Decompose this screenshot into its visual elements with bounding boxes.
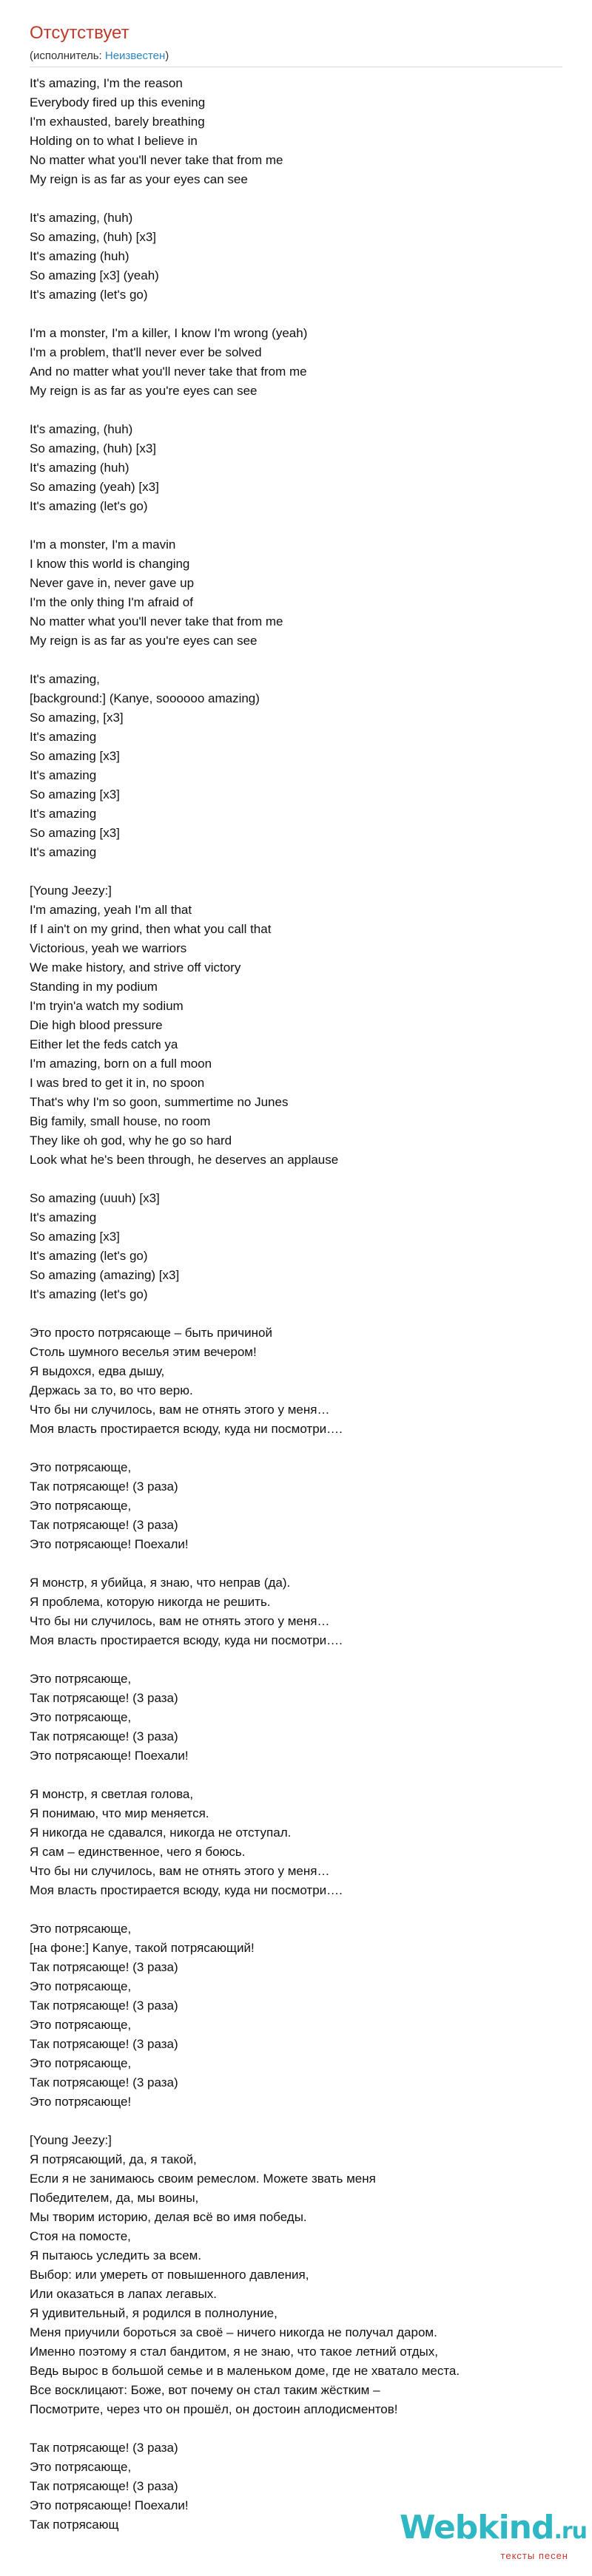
lyrics-line: It's amazing	[30, 768, 97, 782]
lyrics-line: Это потрясающе! Поехали!	[30, 1537, 189, 1551]
lyrics-line: Look what he's been through, he deserves an applause	[30, 1153, 339, 1167]
lyrics-line: Это потрясающе,	[30, 2018, 132, 2032]
lyrics-line: So amazing (uuuh) [x3]	[30, 1191, 160, 1205]
lyrics-line: They like oh god, why he go so hard	[30, 1133, 232, 1148]
lyrics-line: It's amazing, I'm the reason	[30, 76, 183, 90]
watermark-tld: .ru	[554, 2518, 588, 2544]
lyrics-line: So amazing (yeah) [x3]	[30, 480, 159, 494]
lyrics-line: Стоя на помосте,	[30, 2229, 131, 2243]
lyrics-line: Именно поэтому я стал бандитом, я не знаю, что такое летний отдых,	[30, 2345, 438, 2359]
lyrics-line: Я пытаюсь уследить за всем.	[30, 2248, 202, 2263]
lyrics-line: It's amazing (huh)	[30, 461, 130, 475]
lyrics-line: Я никогда не сдавался, никогда не отступал.	[30, 1826, 292, 1840]
lyrics-line: Так потрясающе! (3 раза)	[30, 2037, 178, 2051]
lyrics-line: Моя власть простирается всюду, куда ни посмотри….	[30, 1422, 343, 1436]
lyrics-line: [Young Jeezy:]	[30, 884, 112, 898]
lyrics-line: Never gave in, never gave up	[30, 576, 195, 590]
lyrics-line: Мы творим историю, делая всё во имя победы.	[30, 2210, 307, 2224]
lyrics-line: If I ain't on my grind, then what you call that	[30, 922, 272, 936]
lyrics-line: Меня приучили бороться за своё – ничего никогда не получал даром.	[30, 2325, 437, 2339]
lyrics-line: Holding on to what I believe in	[30, 134, 198, 148]
lyrics-line: I'm a monster, I'm a mavin	[30, 538, 176, 552]
lyrics-line: It's amazing	[30, 730, 97, 744]
lyrics-line: Я удивительный, я родился в полнолуние,	[30, 2306, 278, 2320]
lyrics-line: Выбор: или умереть от повышенного давления,	[30, 2268, 309, 2282]
lyrics-line: Die high blood pressure	[30, 1018, 163, 1032]
lyrics-line: Я потрясающий, да, я такой,	[30, 2152, 197, 2166]
lyrics-line: So amazing [x3]	[30, 1230, 120, 1244]
lyrics-blank-line	[30, 2419, 577, 2438]
lyrics-line: I'm exhausted, barely breathing	[30, 115, 205, 129]
lyrics-line: Так потрясающе! (3 раза)	[30, 1691, 178, 1705]
lyrics-line: [на фоне:] Kanye, такой потрясающий!	[30, 1941, 255, 1955]
lyrics-blank-line	[30, 1900, 577, 1919]
lyrics-line: It's amazing,	[30, 672, 100, 686]
lyrics-line: Это потрясающе,	[30, 1979, 132, 1993]
lyrics-line: Победителем, да, мы воины,	[30, 2191, 199, 2205]
lyrics-line: It's amazing	[30, 807, 97, 821]
lyrics-line: I'm the only thing I'm afraid of	[30, 595, 193, 609]
lyrics-line: Это потрясающе,	[30, 1672, 132, 1686]
lyrics-line: Это потрясающе,	[30, 2460, 132, 2474]
lyrics-line: No matter what you'll never take that from me	[30, 153, 283, 167]
lyrics-line: Это потрясающе,	[30, 2056, 132, 2070]
artist-line	[30, 49, 169, 64]
lyrics-blank-line	[30, 401, 577, 420]
lyrics-line: I'm a problem, that'll never ever be solved	[30, 345, 262, 359]
lyrics-line: Моя власть простирается всюду, куда ни посмотри….	[30, 1633, 343, 1647]
lyrics-line: Так потрясающе! (3 раза)	[30, 1518, 178, 1532]
lyrics-blank-line	[30, 651, 577, 670]
lyrics-line: Standing in my podium	[30, 980, 158, 994]
webkind-watermark[interactable]	[400, 2509, 588, 2561]
lyrics-line: My reign is as far as your eyes can see	[30, 172, 248, 186]
lyrics-line: I'm tryin'a watch my sodium	[30, 999, 184, 1013]
lyrics-blank-line	[30, 1766, 577, 1785]
lyrics-line: Это просто потрясающе – быть причиной	[30, 1326, 272, 1340]
lyrics-line: Я монстр, я убийца, я знаю, что неправ (да).	[30, 1576, 291, 1590]
lyrics-line: Что бы ни случилось, вам не отнять этого у меня…	[30, 1864, 330, 1878]
lyrics-line: Это потрясающе,	[30, 1460, 132, 1474]
lyrics-line: It's amazing (let's go)	[30, 288, 148, 302]
lyrics-line: My reign is as far as you're eyes can see	[30, 634, 258, 648]
lyrics-line: Это потрясающе,	[30, 1710, 132, 1724]
lyrics-line: Что бы ни случилось, вам не отнять этого у меня…	[30, 1403, 330, 1417]
lyrics-blank-line	[30, 1650, 577, 1670]
lyrics-line: So amazing, (huh) [x3]	[30, 230, 157, 244]
artist-suffix: )	[165, 50, 169, 62]
lyrics-line: So amazing, (huh) [x3]	[30, 441, 157, 455]
lyrics-line: No matter what you'll never take that from me	[30, 614, 283, 628]
lyrics-line: [background:] (Kanye, soooooo amazing)	[30, 691, 260, 705]
lyrics-line: We make history, and strive off victory	[30, 960, 241, 975]
lyrics-line: And no matter what you'll never take that from me	[30, 365, 307, 379]
lyrics-line: Victorious, yeah we warriors	[30, 941, 187, 955]
lyrics-line: Так потрясающе! (3 раза)	[30, 1999, 178, 2013]
lyrics-line: It's amazing	[30, 1210, 97, 1224]
artist-link[interactable]: Неизвестен	[104, 50, 166, 62]
lyrics-line: Ведь вырос в большой семье и в маленьком доме, где не хватало места.	[30, 2364, 460, 2378]
watermark-brand: Webkind	[400, 2509, 554, 2546]
lyrics-line: It's amazing (let's go)	[30, 1249, 148, 1263]
lyrics-line: Держась за то, во что верю.	[30, 1383, 193, 1397]
lyrics-line: Так потрясающе! (3 раза)	[30, 2479, 178, 2493]
lyrics-line: Это потрясающе!	[30, 2095, 132, 2109]
lyrics-blank-line	[30, 862, 577, 881]
lyrics-line: Это потрясающе,	[30, 1499, 132, 1513]
lyrics-line: It's amazing	[30, 845, 97, 859]
lyrics-blank-line	[30, 516, 577, 535]
lyrics-line: It's amazing, (huh)	[30, 422, 133, 436]
artist-prefix: (исполнитель:	[30, 50, 105, 62]
lyrics-body	[30, 74, 577, 2535]
lyrics-line: Все восклицают: Боже, вот почему он стал таким жёстким –	[30, 2383, 380, 2397]
lyrics-line: Everybody fired up this evening	[30, 95, 206, 109]
watermark-tagline: тексты песен	[500, 2550, 568, 2561]
lyrics-line: So amazing [x3]	[30, 826, 120, 840]
lyrics-line: It's amazing (huh)	[30, 249, 130, 263]
lyrics-line: I know this world is changing	[30, 557, 190, 571]
lyrics-line: Так потрясающе! (3 раза)	[30, 1729, 178, 1743]
lyrics-line: I'm a monster, I'm a killer, I know I'm wrong (yeah)	[30, 326, 308, 340]
lyrics-line: It's amazing (let's go)	[30, 499, 148, 513]
lyrics-line: It's amazing (let's go)	[30, 1287, 148, 1301]
lyrics-line: Я монстр, я светлая голова,	[30, 1787, 194, 1801]
lyrics-line: Моя власть простирается всюду, куда ни посмотри….	[30, 1883, 343, 1897]
lyrics-blank-line	[30, 1554, 577, 1573]
lyrics-blank-line	[30, 189, 577, 209]
lyrics-line: Если я не занимаюсь своим ремеслом. Можете звать меня	[30, 2172, 376, 2186]
lyrics-line: So amazing [x3]	[30, 787, 120, 801]
lyrics-line: Either let the feds catch ya	[30, 1037, 178, 1051]
song-title: Отсутствует	[30, 23, 130, 43]
lyrics-line: Это потрясающе! Поехали!	[30, 1749, 189, 1763]
lyrics-line: My reign is as far as you're eyes can see	[30, 384, 258, 398]
lyrics-blank-line	[30, 1170, 577, 1189]
lyrics-line: Я понимаю, что мир меняется.	[30, 1806, 209, 1820]
lyrics-line: Посмотрите, через что он прошёл, он достоин аплодисментов!	[30, 2402, 398, 2416]
lyrics-blank-line	[30, 1439, 577, 1458]
lyrics-line: Столь шумного веселья этим вечером!	[30, 1345, 257, 1359]
lyrics-line: So amazing [x3]	[30, 749, 120, 763]
lyrics-line: So amazing, [x3]	[30, 711, 124, 725]
lyrics-line: Так потрясающе! (3 раза)	[30, 1479, 178, 1494]
lyrics-blank-line	[30, 1304, 577, 1323]
lyrics-line: Big family, small house, no room	[30, 1114, 211, 1128]
lyrics-line: So amazing (amazing) [x3]	[30, 1268, 180, 1282]
lyrics-line: Это потрясающе! Поехали!	[30, 2498, 189, 2512]
lyrics-line: Это потрясающе,	[30, 1922, 132, 1936]
lyrics-line: Так потрясающе! (3 раза)	[30, 1960, 178, 1974]
lyrics-line: It's amazing, (huh)	[30, 211, 133, 225]
lyrics-line: I'm amazing, born on a full moon	[30, 1057, 212, 1071]
lyrics-line: Так потрясающ	[30, 2518, 119, 2532]
lyrics-line: I'm amazing, yeah I'm all that	[30, 903, 192, 917]
lyrics-blank-line	[30, 2112, 577, 2131]
lyrics-line: Так потрясающе! (3 раза)	[30, 2441, 178, 2455]
lyrics-line: So amazing [x3] (yeah)	[30, 268, 159, 282]
watermark-logo	[400, 2509, 588, 2550]
lyrics-line: Так потрясающе! (3 раза)	[30, 2075, 178, 2089]
lyrics-line: Я выдохся, едва дышу,	[30, 1364, 165, 1378]
lyrics-line: Или оказаться в лапах легавых.	[30, 2287, 217, 2301]
lyrics-line: [Young Jeezy:]	[30, 2133, 112, 2147]
lyrics-line: Что бы ни случилось, вам не отнять этого у меня…	[30, 1614, 330, 1628]
lyrics-line: Я сам – единственное, чего я боюсь.	[30, 1845, 246, 1859]
lyrics-line: That's why I'm so goon, summertime no Junes	[30, 1095, 289, 1109]
lyrics-blank-line	[30, 305, 577, 324]
lyrics-line: Я проблема, которую никогда не решить.	[30, 1595, 271, 1609]
lyrics-line: I was bred to get it in, no spoon	[30, 1076, 205, 1090]
